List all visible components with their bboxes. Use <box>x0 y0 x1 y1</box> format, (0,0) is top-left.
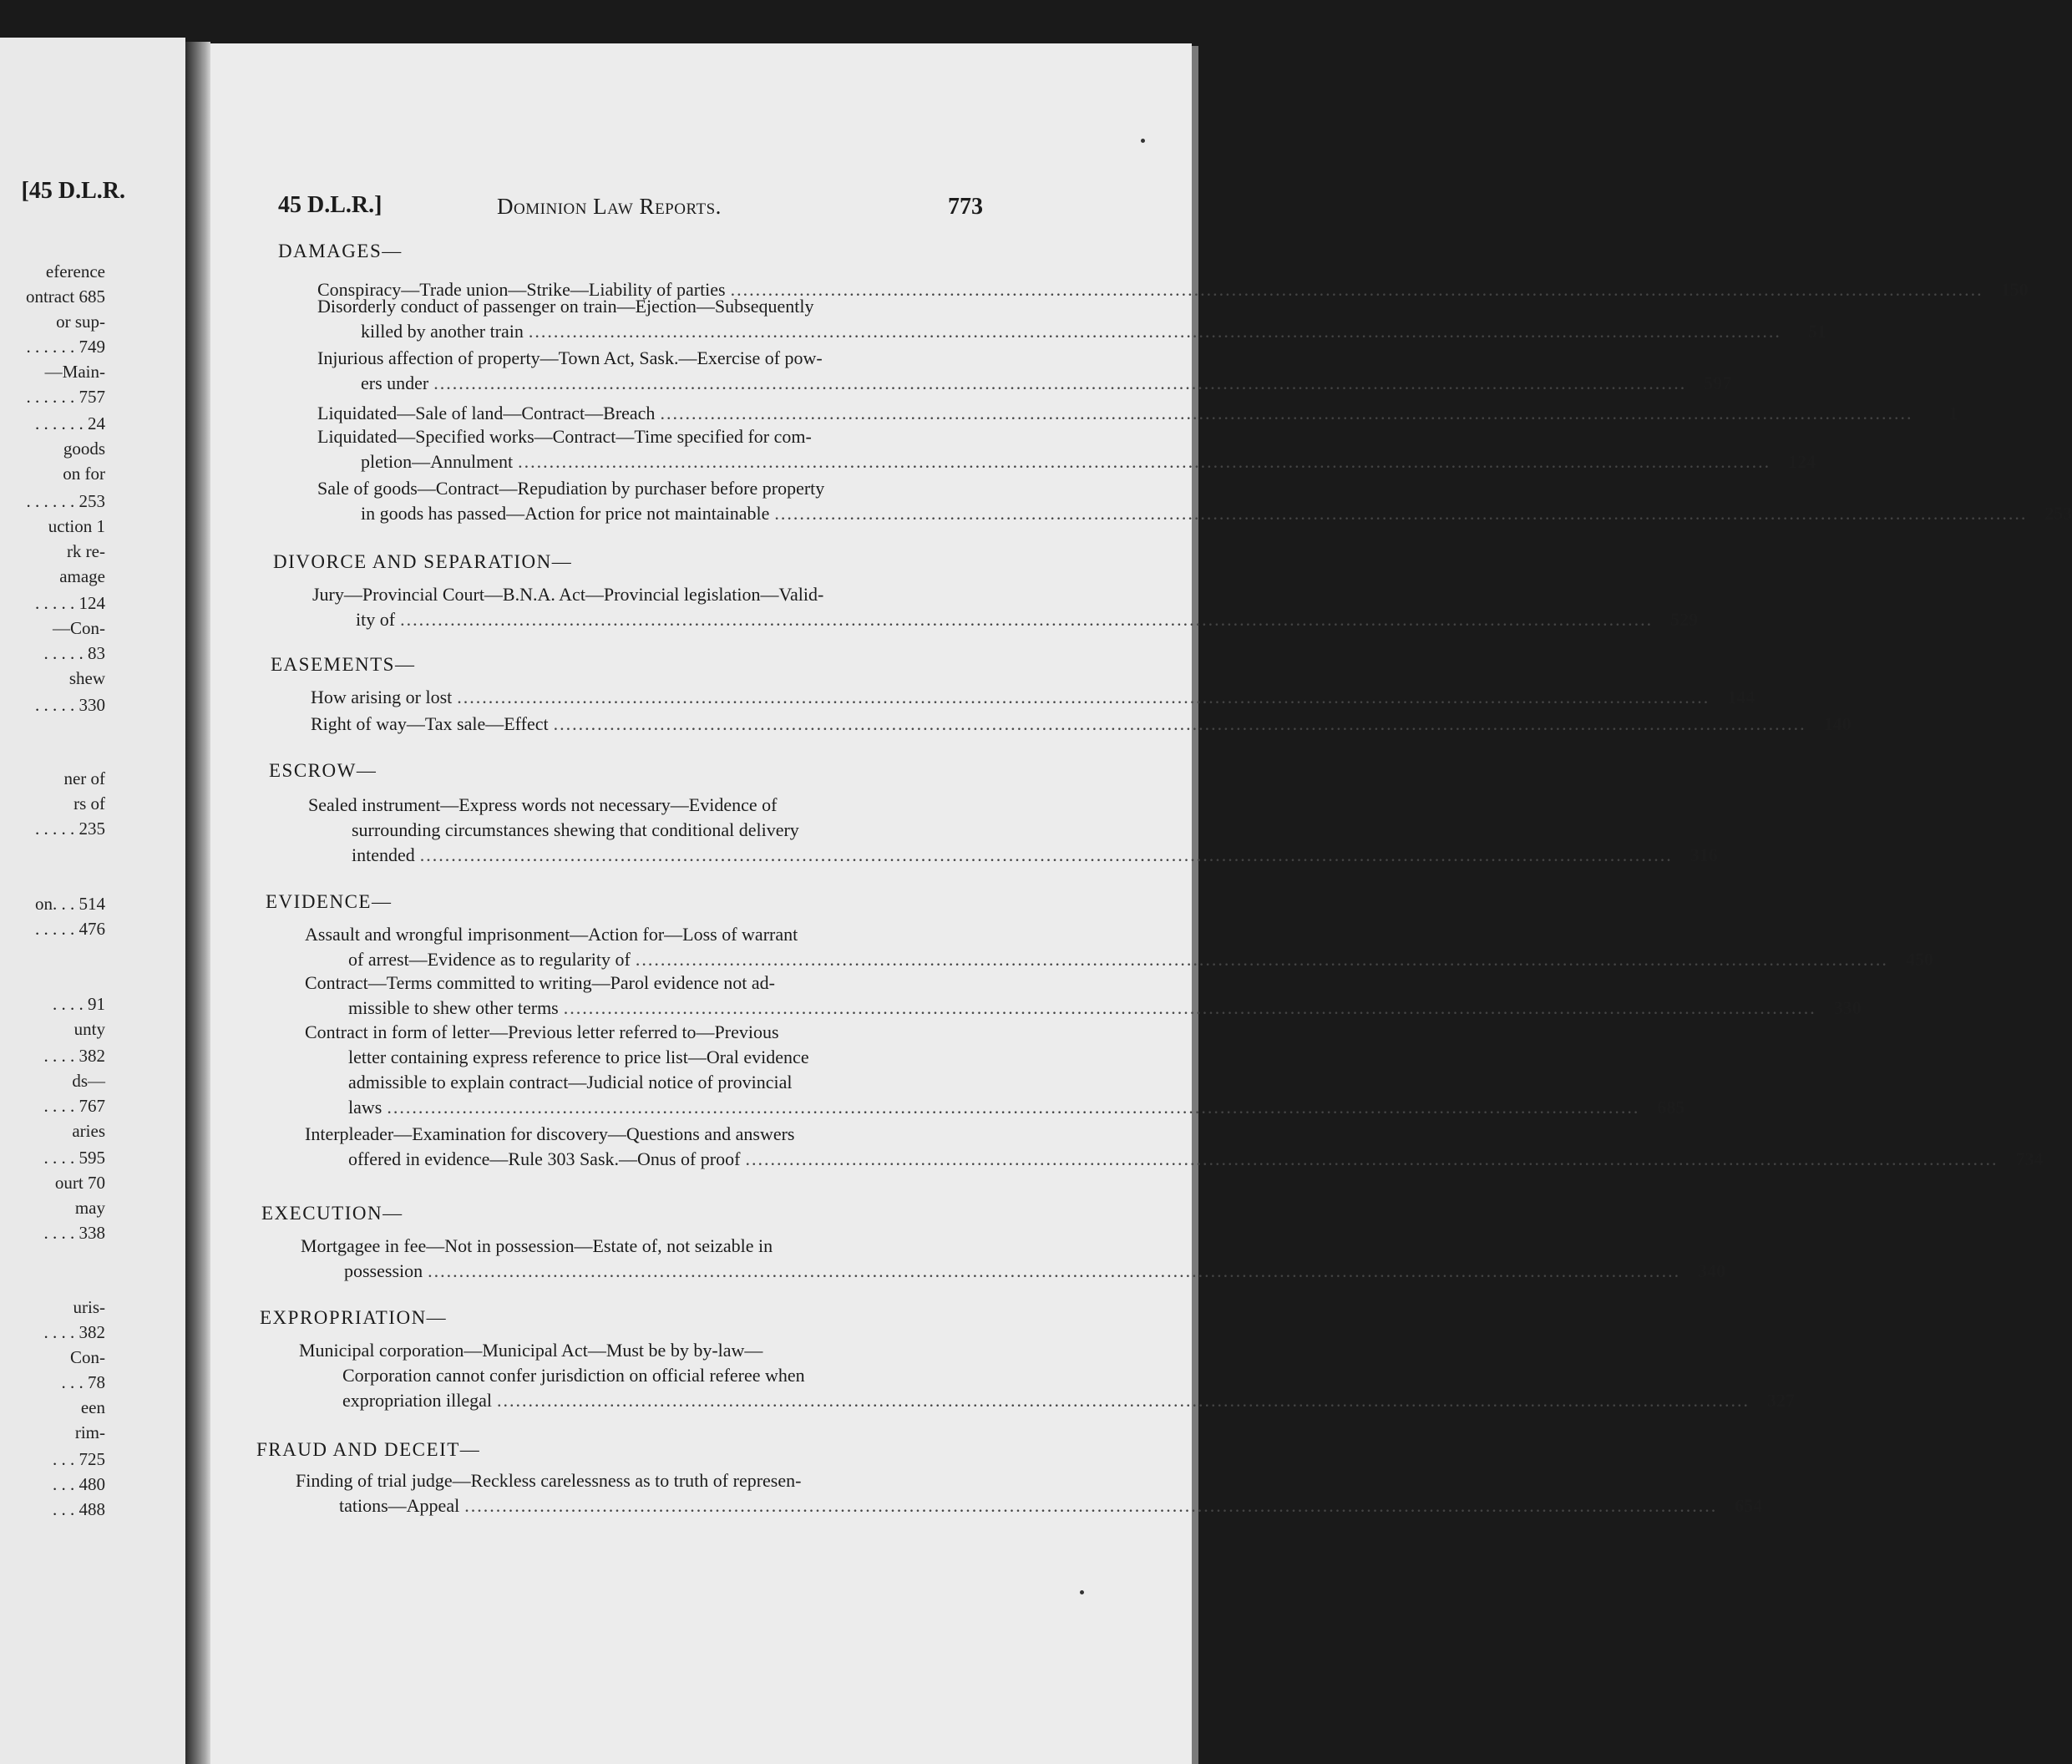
left-page-fragment: ds— <box>72 1071 105 1091</box>
section-heading: EVIDENCE— <box>266 891 393 912</box>
left-page-fragment: unty <box>73 1019 105 1039</box>
left-page-fragment: . . . . 767 <box>43 1096 105 1116</box>
entry-text: Sealed instrument—Express words not necessary—Evidence of <box>308 794 778 815</box>
index-entry <box>317 424 1816 474</box>
entry-line <box>305 1070 976 1095</box>
entry-text: Municipal corporation—Municipal Act—Must be by by-law— <box>299 1340 763 1361</box>
left-page-fragment: . . . . . 476 <box>35 919 105 939</box>
left-page-fragment: . . . . 382 <box>43 1046 105 1066</box>
entry-page-number: 124 <box>1788 451 1816 472</box>
left-page-fragment: . . . . . 235 <box>35 819 105 839</box>
index-entry <box>296 1468 1763 1518</box>
entry-page-number: 330 <box>1833 997 1862 1018</box>
leader-dots: ........................................................................................................................................................................................................ <box>518 451 1771 472</box>
entry-line <box>299 1388 1795 1413</box>
entry-text: Liquidated—Specified works—Contract—Time specified for com- <box>317 426 812 447</box>
section-heading: EXECUTION— <box>261 1203 403 1224</box>
entry-line <box>296 1493 1763 1518</box>
page-number: 773 <box>948 194 983 220</box>
entry-text: Assault and wrongful imprisonment—Action for—Loss of warrant <box>305 924 798 945</box>
entry-text: expropriation illegal <box>342 1390 492 1411</box>
leader-dots: ........................................................................................................................................................................................................ <box>497 1390 1750 1411</box>
entry-line <box>317 319 1826 344</box>
entry-line <box>308 843 1718 868</box>
section-heading: ESCROW— <box>269 760 377 781</box>
leader-dots: ........................................................................................................................................................................................................ <box>419 844 1673 865</box>
speck-mark <box>1080 1590 1084 1594</box>
left-page-fragment: on for <box>63 464 105 484</box>
left-page-fragment: . . . . 338 <box>43 1223 105 1243</box>
entry-text: in goods has passed—Action for price not maintainable <box>361 503 770 524</box>
left-page-fragment: . . . . . 330 <box>35 695 105 715</box>
entry-text: Conspiracy—Trade union—Strike—Liability of parties <box>317 279 726 300</box>
entry-line <box>317 501 2072 526</box>
entry-line <box>305 1095 1685 1120</box>
entry-page-number: 51 <box>1807 321 1826 342</box>
left-page-fragment: . . . . . . 253 <box>26 491 105 511</box>
entry-text: of arrest—Evidence as to regularity of <box>348 949 631 970</box>
left-page-fragment: . . . . 91 <box>53 994 105 1014</box>
leader-dots: ........................................................................................................................................................................................................ <box>387 1097 1640 1118</box>
left-page-fragment: aries <box>72 1121 105 1141</box>
left-page-fragment: rim- <box>74 1422 105 1442</box>
running-title: Dominion Law Reports. <box>497 194 722 219</box>
entry-line <box>311 685 1755 710</box>
entry-text: How arising or lost <box>311 687 453 707</box>
leader-dots: ........................................................................................................................................................................................................ <box>433 373 1687 393</box>
index-entry <box>305 971 1862 1021</box>
entry-text: surrounding circumstances shewing that conditional delivery <box>352 819 799 840</box>
leader-dots: ........................................................................................................................................................................................................ <box>553 713 1806 734</box>
left-page-fragment: Con- <box>70 1347 105 1367</box>
leader-dots: ........................................................................................................................................................................................................ <box>563 997 1816 1018</box>
left-page-fragment: . . . . . 124 <box>35 593 105 613</box>
left-page-fragment: . . . . . . 757 <box>26 387 105 407</box>
entry-line <box>317 476 985 501</box>
left-page-fragment: . . . . . 83 <box>43 643 105 663</box>
entry-line <box>317 371 1732 396</box>
index-entry <box>305 922 1933 972</box>
section-heading: FRAUD AND DECEIT— <box>256 1439 481 1460</box>
entry-line <box>311 712 1852 737</box>
leader-dots: ........................................................................................................................................................................................................ <box>635 949 1888 970</box>
left-page-fragment: shew <box>68 668 105 688</box>
left-page-fragment: . . . . 595 <box>43 1148 105 1168</box>
section-heading: EASEMENTS— <box>271 654 416 675</box>
entry-page-number: 654 <box>1735 1495 1763 1516</box>
entry-text: intended <box>352 844 415 865</box>
left-facing-page <box>0 38 185 1764</box>
volume-label: 45 D.L.R.] <box>278 192 382 218</box>
entry-page-number: 253 <box>2044 503 2072 524</box>
left-page-header: [45 D.L.R. <box>21 178 125 204</box>
entry-text: Contract in form of letter—Previous letter referred to—Previous <box>305 1021 779 1042</box>
entry-text: ity of <box>356 609 396 630</box>
left-page-fragment: rs of <box>73 793 105 814</box>
left-page-fragment: uris- <box>73 1297 105 1317</box>
index-entry <box>311 712 1852 737</box>
entry-text: Liquidated—Sale of land—Contract—Breach <box>317 403 656 423</box>
book-gutter <box>185 42 210 1764</box>
entry-text: possession <box>344 1260 423 1281</box>
entry-line <box>305 1020 976 1045</box>
left-page-fragment: . . . 488 <box>53 1499 105 1519</box>
leader-dots: ........................................................................................................................................................................................................ <box>730 279 1983 300</box>
leader-dots: ........................................................................................................................................................................................................ <box>745 1148 1999 1169</box>
entry-line <box>305 947 1933 972</box>
entry-line <box>317 449 1816 474</box>
left-page-fragment: een <box>80 1397 105 1417</box>
left-page-fragment: ourt 70 <box>54 1173 105 1193</box>
entry-text: ers under <box>361 373 429 393</box>
entry-page-number: 1 <box>1948 403 1958 423</box>
entry-line <box>317 346 985 371</box>
entry-line <box>301 1259 1726 1284</box>
leader-dots: ........................................................................................................................................................................................................ <box>464 1495 1718 1516</box>
speck-mark <box>1141 139 1145 143</box>
entry-text: Right of way—Tax sale—Effect <box>311 713 549 734</box>
left-page-fragment: ontract 685 <box>25 286 105 307</box>
entry-line <box>308 793 978 818</box>
entry-text: admissible to explain contract—Judicial notice of provincial <box>348 1072 793 1092</box>
entry-page-number: 150 <box>2000 279 2029 300</box>
left-page-fragment: goods <box>63 438 105 459</box>
section-heading: EXPROPRIATION— <box>260 1307 448 1328</box>
index-entry <box>299 1338 1795 1413</box>
index-entry <box>317 476 2072 526</box>
section-heading: DIVORCE AND SEPARATION— <box>273 551 573 572</box>
left-page-fragment: . . . . . . 749 <box>26 337 105 357</box>
entry-line <box>312 607 1699 632</box>
entry-line <box>305 1147 2044 1172</box>
entry-line <box>317 401 1958 426</box>
entry-text: killed by another train <box>361 321 524 342</box>
entry-line <box>301 1234 974 1259</box>
left-page-fragment: eference <box>45 261 105 281</box>
left-page-fragment: may <box>74 1198 105 1218</box>
entry-line <box>299 1363 972 1388</box>
entry-line <box>317 294 985 319</box>
index-entry <box>301 1234 1726 1284</box>
index-entry <box>311 685 1755 710</box>
entry-text: Injurious affection of property—Town Act, Sask.—Exercise of pow- <box>317 347 823 368</box>
entry-page-number: 140 <box>1823 713 1852 734</box>
entry-text: missible to shew other terms <box>348 997 559 1018</box>
entry-text: Finding of trial judge—Reckless carelessness as to truth of represen- <box>296 1470 802 1491</box>
left-page-fragment: amage <box>59 566 105 586</box>
entry-text: tations—Appeal <box>339 1495 460 1516</box>
leader-dots: ........................................................................................................................................................................................................ <box>400 609 1654 630</box>
entry-line <box>305 922 976 947</box>
index-entry <box>308 793 1718 868</box>
entry-text: offered in evidence—Rule 303 Sask.—Onus of proof <box>348 1148 741 1169</box>
entry-text: Disorderly conduct of passenger on train—Ejection—Subsequently <box>317 296 814 317</box>
entry-line <box>308 818 978 843</box>
index-entry <box>317 346 1732 396</box>
entry-line <box>296 1468 970 1493</box>
left-page-fragment: or sup- <box>56 312 105 332</box>
entry-page-number: 685 <box>1657 1097 1685 1118</box>
entry-line <box>305 996 1862 1021</box>
section-heading: DAMAGES— <box>278 241 403 261</box>
leader-dots: ........................................................................................................................................................................................................ <box>528 321 1781 342</box>
left-page-fragment: on. . . 514 <box>35 894 105 914</box>
entry-text: Corporation cannot confer jurisdiction on official referee when <box>342 1365 805 1386</box>
left-page-fragment: uction 1 <box>48 516 105 536</box>
entry-page-number: 597 <box>1704 373 1732 393</box>
entry-text: Jury—Provincial Court—B.N.A. Act—Provincial legislation—Valid- <box>312 584 824 605</box>
entry-line <box>305 971 976 996</box>
entry-page-number: 340 <box>1698 1260 1726 1281</box>
left-page-fragment: ner of <box>63 768 105 788</box>
left-page-fragment: —Con- <box>53 618 105 638</box>
left-page-fragment: . . . . 382 <box>43 1322 105 1342</box>
left-page-fragment: —Main- <box>44 362 105 382</box>
index-entry <box>317 294 1826 344</box>
leader-dots: ........................................................................................................................................................................................................ <box>428 1260 1681 1281</box>
entry-text: Sale of goods—Contract—Repudiation by purchaser before property <box>317 478 825 499</box>
index-entry <box>317 401 1958 426</box>
entry-text: Mortgagee in fee—Not in possession—Estate of, not seizable in <box>301 1235 773 1256</box>
leader-dots: ........................................................................................................................................................................................................ <box>660 403 1913 423</box>
index-entry <box>305 1020 1685 1120</box>
left-page-fragment: . . . . . . 24 <box>35 413 105 433</box>
entry-text: Contract—Terms committed to writing—Parol evidence not ad- <box>305 972 775 993</box>
page-header <box>0 192 1243 226</box>
entry-line <box>317 424 985 449</box>
entry-text: laws <box>348 1097 382 1118</box>
entry-line <box>305 1045 976 1070</box>
entry-page-number: 734 <box>2015 1148 2044 1169</box>
entry-line <box>305 1122 976 1147</box>
index-entry <box>305 1122 2044 1172</box>
entry-page-number: 327 <box>1767 1390 1795 1411</box>
leader-dots: ........................................................................................................................................................................................................ <box>774 503 2028 524</box>
entry-page-number: 450 <box>1905 949 1933 970</box>
entry-page-number: 529 <box>1670 609 1699 630</box>
entry-line <box>312 582 982 607</box>
left-page-fragment: . . . 78 <box>61 1372 105 1392</box>
entry-line <box>299 1338 972 1363</box>
left-page-fragment: . . . 480 <box>53 1474 105 1494</box>
left-page-fragment: . . . 725 <box>53 1449 105 1469</box>
entry-text: letter containing express reference to price list—Oral evidence <box>348 1047 809 1067</box>
leader-dots: ........................................................................................................................................................................................................ <box>457 687 1710 707</box>
entry-text: Interpleader—Examination for discovery—Questions and answers <box>305 1123 795 1144</box>
left-page-fragment: rk re- <box>66 541 105 561</box>
index-entry <box>312 582 1699 632</box>
entry-page-number: 316 <box>1690 844 1718 865</box>
entry-page-number: 144 <box>1727 687 1755 707</box>
entry-text: pletion—Annulment <box>361 451 514 472</box>
